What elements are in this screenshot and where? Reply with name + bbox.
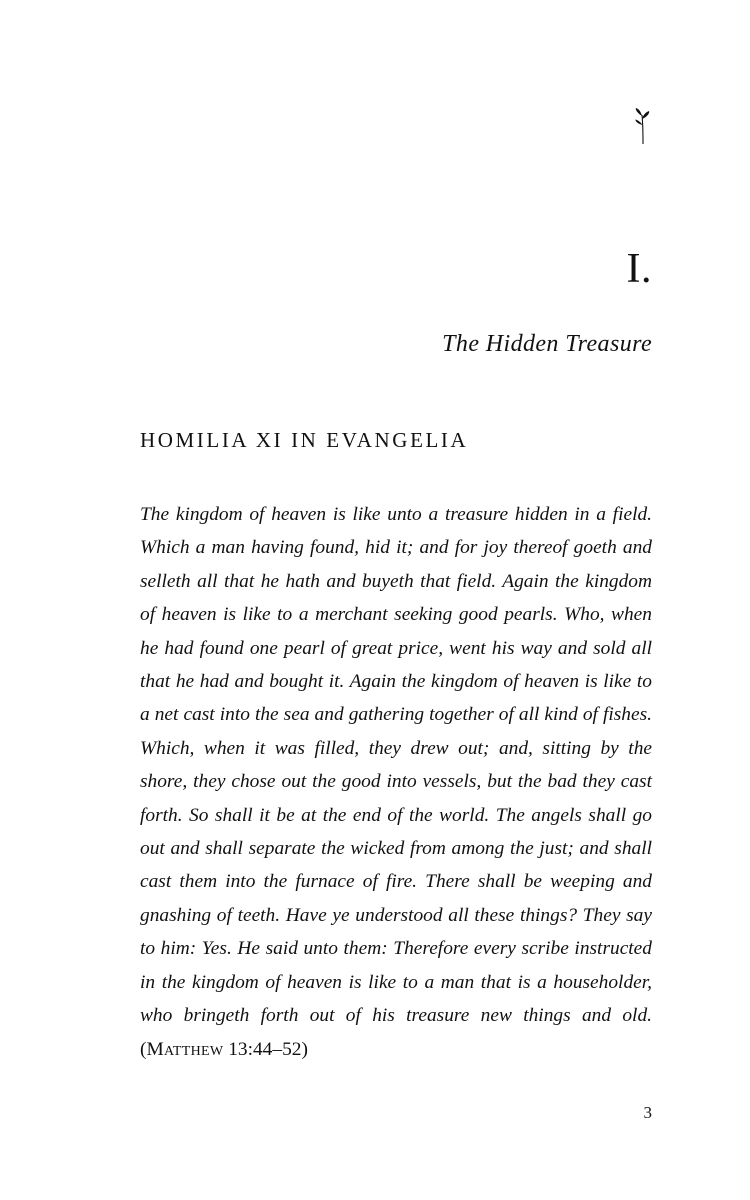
citation-verse: 13:44–52 bbox=[223, 1038, 302, 1060]
scripture-body: The kingdom of heaven is like unto a treasure hidden in a field. Which a man having found, hid it; and for joy thereof goeth and selleth all that he hath and buyeth that field. Again the kingdom of heaven is like to a merchant seeking good pearls. Who, when he had found one pearl of great price, went his way and sold all that he had and bought it. Again the kingdom of heaven is like to a net cast into the sea and gathering together of all kind of fishes. Which, when it was filled, they drew out; and, sitting by the shore, they chose out the good into vessels, but the bad they cast forth. So shall it be at the end of the world. The angels shall go out and shall separate the wicked from among the just; and shall cast them into the furnace of fire. There shall be weeping and gnashing of teeth. Have ye understood all these things? They say to him: Yes. He said unto them: Therefore every scribe instructed in the kingdom of heaven is like to a man that is a householder, who bringeth forth out of his treasure new things and old. bbox=[140, 504, 652, 1027]
source-heading: HOMILIA XI IN EVANGELIA bbox=[140, 428, 469, 452]
chapter-number: I. bbox=[626, 246, 652, 292]
leaf-sprig-ornament bbox=[628, 108, 658, 144]
citation-close-paren: ) bbox=[301, 1038, 308, 1060]
page-number: 3 bbox=[643, 1103, 652, 1122]
citation-book: Matthew bbox=[146, 1038, 224, 1060]
citation-open-paren: ( bbox=[140, 1038, 147, 1060]
scripture-citation bbox=[140, 1039, 308, 1060]
chapter-title: The Hidden Treasure bbox=[442, 331, 652, 357]
scripture-passage bbox=[140, 498, 652, 1066]
